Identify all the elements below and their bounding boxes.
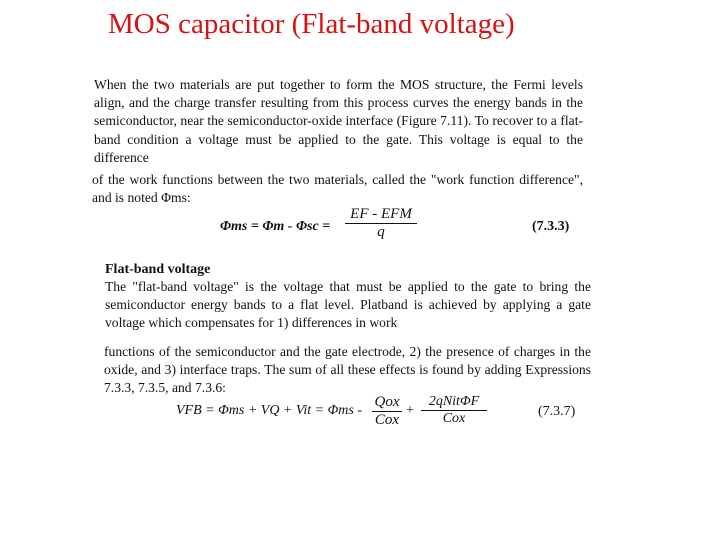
fraction-denominator: q bbox=[377, 224, 385, 240]
plus-sign: + bbox=[406, 403, 414, 418]
paragraph-work-function-difference: of the work functions between the two materials, called the "work function difference", and is noted Φms: bbox=[92, 172, 583, 206]
equation-flat-band-lhs: VFB = Φms + VQ + Vit = Φms - bbox=[176, 403, 362, 418]
fraction-denominator: Cox bbox=[374, 412, 400, 428]
fraction-denominator: Cox bbox=[442, 411, 466, 426]
equation-work-function-lhs: Φms = Φm - Φsc = bbox=[220, 219, 331, 234]
section-heading-flat-band: Flat-band voltage bbox=[105, 262, 211, 277]
fraction-numerator: 2qNitΦF bbox=[421, 394, 487, 411]
equation-flat-band-fraction-oxide bbox=[372, 394, 402, 429]
equation-number-737: (7.3.7) bbox=[538, 404, 576, 419]
paragraph-flat-band-definition: The "flat-band voltage" is the voltage that must be applied to the gate to bring the semiconductor energy bands to a flat level. Platband is achieved by applying a gate voltage which compensates for 1) differences in work bbox=[105, 279, 591, 331]
equation-flat-band-fraction-interface bbox=[421, 394, 487, 427]
fraction-numerator: EF - EFM bbox=[345, 206, 417, 224]
equation-number-733: (7.3.3) bbox=[532, 219, 570, 234]
equation-work-function-fraction bbox=[345, 206, 417, 241]
paragraph-fermi-alignment: When the two materials are put together to form the MOS structure, the Fermi levels align, and the charge transfer resulting from this process curves the energy bands in the semiconductor, near the semiconductor-oxide interface (Figure 7.11). To recover to a flat-band condition a voltage must be applied to the gate. This voltage is equal to the difference bbox=[94, 77, 583, 165]
fraction-numerator: Qox bbox=[372, 394, 402, 412]
slide-title: MOS capacitor (Flat-band voltage) bbox=[108, 8, 515, 40]
paragraph-flat-band-sum: functions of the semiconductor and the gate electrode, 2) the presence of charges in the oxide, and 3) interface traps. The sum of all these effects is found by adding Expressions 7.3.3, 7.3.5, and 7.3.6: bbox=[104, 344, 591, 396]
